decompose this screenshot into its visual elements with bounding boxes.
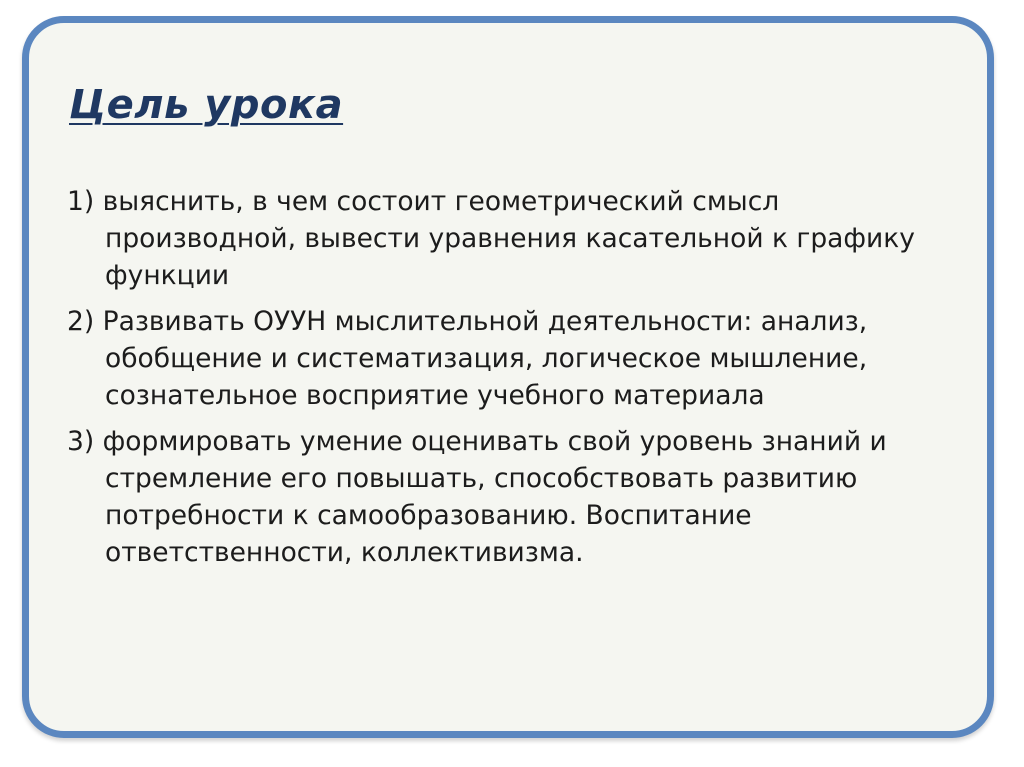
- goal-item-2: 2) Развивать ОУУН мыслительной деятельности: анализ, обобщение и систематизация, логическое мышление, сознательное восприятие учебного материала: [67, 306, 868, 411]
- slide-frame: [22, 16, 994, 738]
- slide-title: Цель урока: [69, 82, 344, 128]
- goal-item-1: 1) выяснить, в чем состоит геометрический смысл производной, вывести уравнения касательной к графику функции: [67, 186, 915, 291]
- goals-list: [67, 183, 947, 580]
- goal-item-3: 3) формировать умение оценивать свой уровень знаний и стремление его повышать, способствовать развитию потребности к самообразованию. Воспитание ответственности, коллективизма.: [67, 426, 887, 568]
